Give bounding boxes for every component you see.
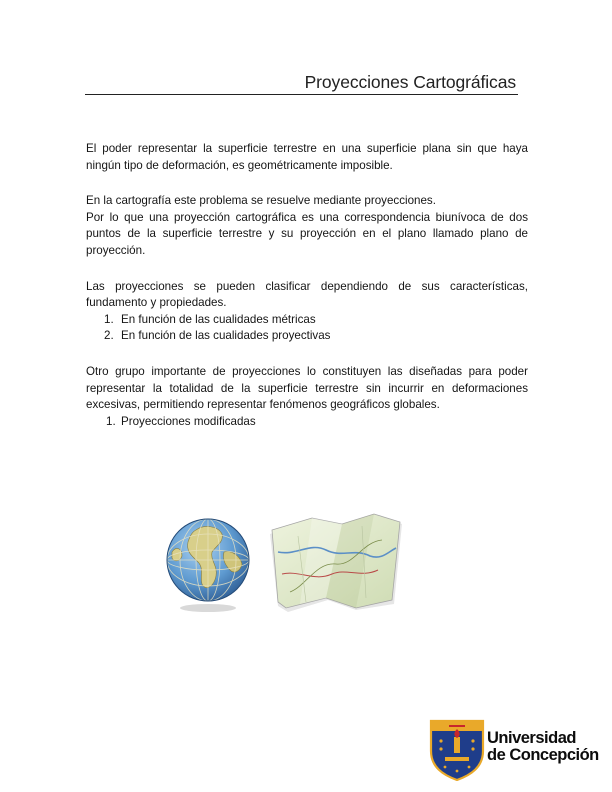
folded-map-icon [270, 514, 402, 612]
list-text: En función de las cualidades proyectivas [121, 329, 331, 343]
projection-illustration [166, 512, 406, 617]
list-number: 1. [104, 312, 114, 326]
list-item [86, 328, 528, 345]
list-text: Proyecciones modificadas [121, 414, 256, 428]
list-number: 1. [106, 414, 116, 428]
paragraph-problem: En la cartografía este problema se resuelve mediante proyecciones. [86, 194, 436, 208]
body-text [86, 141, 528, 430]
list-text: En función de las cualidades métricas [121, 312, 316, 326]
university-name [487, 730, 599, 764]
paragraph-intro: El poder representar la superficie terrestre en una superficie plana sin que haya ningún tipo de deformación, es geométricamente imposible. [86, 142, 528, 172]
paragraph-other-group: Otro grupo importante de proyecciones lo constituyen las diseñadas para poder representar la totalidad de la superficie terrestre sin incurrir en deformaciones excesivas, permitiendo representar fenómenos geográficos globales. [86, 364, 528, 412]
university-logo [429, 717, 609, 781]
list-item [86, 312, 528, 329]
page-title: Proyecciones Cartográficas [304, 72, 516, 92]
title-rule [85, 72, 518, 95]
list-item [86, 414, 528, 431]
university-name-line2: de Concepción [487, 746, 599, 764]
classification-list [86, 312, 528, 345]
list-number: 2. [104, 329, 114, 343]
paragraph-definition: Por lo que una proyección cartográfica es una correspondencia biunívoca de dos puntos de la superficie terrestre y su proyección en el plano llamado plano de proyección. [86, 210, 528, 257]
university-name-line1: Universidad [487, 729, 576, 747]
paragraph-classification: Las proyecciones se pueden clasificar dependiendo de sus características, fundamento y propiedades. [86, 279, 528, 310]
globe-icon [167, 519, 249, 612]
other-list [86, 414, 528, 431]
university-shield-icon [429, 717, 485, 781]
